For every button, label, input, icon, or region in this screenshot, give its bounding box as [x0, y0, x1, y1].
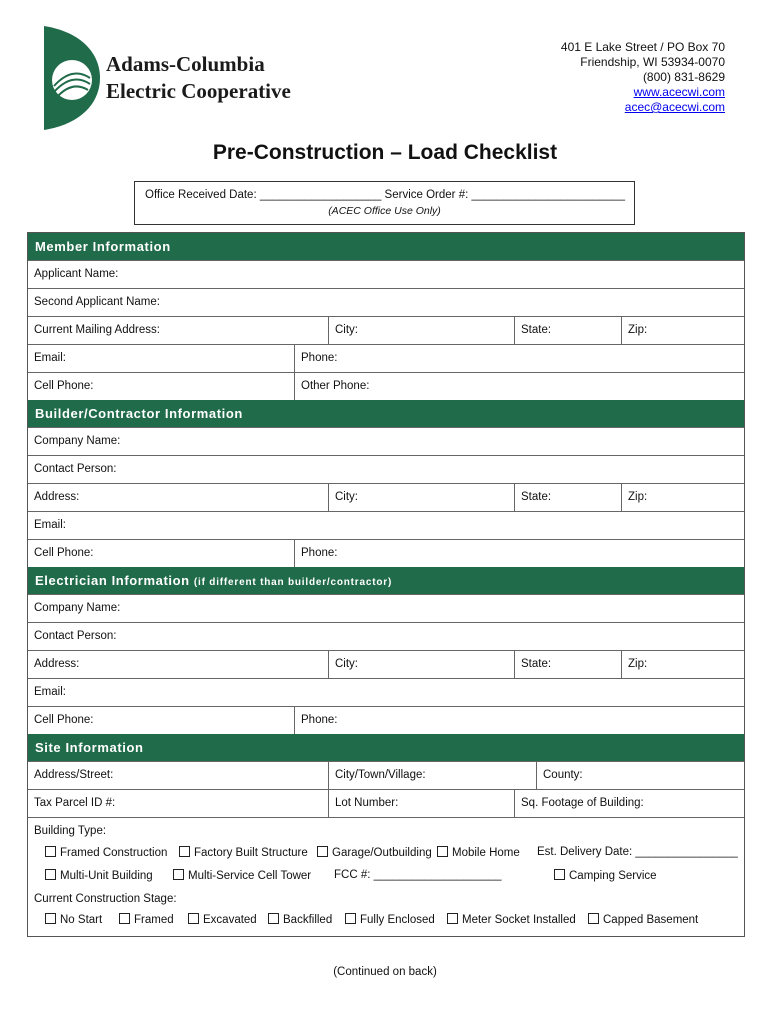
elec-address-field[interactable]: Address: — [34, 658, 80, 670]
building-type-label: Building Type: — [34, 825, 107, 837]
phone-number: (800) 831-8629 — [642, 70, 725, 84]
elec-company-field[interactable]: Company Name: — [34, 602, 121, 614]
multi-unit-label: Multi-Unit Building — [60, 870, 153, 882]
elec-email-field[interactable]: Email: — [34, 686, 66, 698]
electrician-header-label: Electrician Information — [35, 573, 190, 588]
backfilled-checkbox[interactable] — [268, 913, 279, 924]
email-link[interactable]: acec@acecwi.com — [624, 100, 725, 114]
address-line1: 401 E Lake Street / PO Box 70 — [560, 40, 725, 54]
camping-checkbox[interactable] — [554, 869, 565, 880]
builder-contact-field[interactable]: Contact Person: — [34, 463, 117, 475]
org-address — [561, 40, 725, 115]
second-applicant-row — [28, 288, 744, 316]
builder-phone-field[interactable]: Phone: — [294, 540, 744, 567]
lot-number-field[interactable]: Lot Number: — [328, 790, 514, 817]
applicant-row — [28, 260, 744, 288]
org-name-line2: Electric Cooperative — [106, 79, 291, 103]
member-cell-field[interactable]: Cell Phone: — [34, 380, 94, 392]
builder-cell-row — [28, 539, 744, 567]
framed-checkbox[interactable] — [119, 913, 130, 924]
builder-email-row — [28, 511, 744, 539]
member-cell-row — [28, 372, 744, 400]
garage-checkbox[interactable] — [317, 846, 328, 857]
no-start-checkbox[interactable] — [45, 913, 56, 924]
builder-email-field[interactable]: Email: — [34, 519, 66, 531]
framed-construction-checkbox[interactable] — [45, 846, 56, 857]
sqft-field[interactable]: Sq. Footage of Building: — [514, 790, 744, 817]
option-cell-tower[interactable] — [173, 869, 311, 882]
fully-enclosed-checkbox[interactable] — [345, 913, 356, 924]
member-email-row — [28, 344, 744, 372]
fully-enclosed-label: Fully Enclosed — [360, 914, 435, 926]
builder-contact-row — [28, 455, 744, 483]
capped-basement-label: Capped Basement — [603, 914, 699, 926]
no-start-label: No Start — [60, 914, 103, 926]
option-backfilled[interactable] — [268, 913, 332, 926]
tax-parcel-field[interactable]: Tax Parcel ID #: — [34, 797, 116, 809]
office-use-box — [134, 181, 635, 225]
cell-tower-label: Multi-Service Cell Tower — [188, 870, 312, 882]
continued-note: (Continued on back) — [333, 966, 437, 978]
option-meter-socket[interactable] — [447, 913, 576, 926]
site-address-row — [28, 761, 744, 789]
option-multi-unit[interactable] — [45, 869, 153, 882]
office-note: (ACEC Office Use Only) — [328, 205, 441, 217]
form-table — [27, 232, 745, 937]
applicant-name-field[interactable]: Applicant Name: — [34, 268, 119, 280]
framed-label: Framed — [134, 914, 174, 926]
elec-email-row — [28, 678, 744, 706]
elec-phone-field[interactable]: Phone: — [294, 707, 744, 734]
member-email-field[interactable]: Email: — [34, 352, 66, 364]
elec-company-row — [28, 594, 744, 622]
mailing-address-field[interactable]: Current Mailing Address: — [34, 324, 160, 336]
builder-company-row — [28, 427, 744, 455]
org-name-line1: Adams-Columbia — [106, 52, 265, 76]
camping-label: Camping Service — [569, 870, 657, 882]
member-other-phone-field[interactable]: Other Phone: — [294, 373, 744, 400]
building-type-block — [28, 817, 744, 937]
meter-socket-checkbox[interactable] — [447, 913, 458, 924]
builder-address-row — [28, 483, 744, 511]
factory-built-label: Factory Built Structure — [194, 847, 308, 859]
excavated-checkbox[interactable] — [188, 913, 199, 924]
elec-city-field[interactable]: City: — [328, 651, 514, 678]
framed-construction-label: Framed Construction — [60, 847, 168, 859]
builder-address-field[interactable]: Address: — [34, 491, 80, 503]
site-address-field[interactable]: Address/Street: — [34, 769, 114, 781]
page-title: Pre-Construction – Load Checklist — [212, 141, 558, 164]
builder-company-field[interactable]: Company Name: — [34, 435, 121, 447]
builder-city-field[interactable]: City: — [328, 484, 514, 511]
builder-cell-field[interactable]: Cell Phone: — [34, 547, 94, 559]
member-zip-field[interactable]: Zip: — [621, 317, 744, 344]
member-section-header — [28, 233, 744, 260]
elec-cell-row — [28, 706, 744, 734]
excavated-label: Excavated — [203, 914, 257, 926]
elec-contact-row — [28, 622, 744, 650]
option-framed[interactable] — [119, 913, 174, 926]
member-phone-field[interactable]: Phone: — [294, 345, 744, 372]
mobile-home-checkbox[interactable] — [437, 846, 448, 857]
fcc-field[interactable]: FCC #: ____________________ — [334, 869, 502, 881]
mobile-home-label: Mobile Home — [452, 847, 520, 859]
member-state-field[interactable]: State: — [514, 317, 621, 344]
electrician-header-note: (if different than builder/contractor) — [193, 577, 393, 588]
member-header-label: Member Information — [35, 239, 171, 254]
option-excavated[interactable] — [188, 913, 257, 926]
construction-stage-label: Current Construction Stage: — [34, 893, 177, 905]
builder-section-header — [28, 400, 744, 427]
option-framed-construction[interactable] — [45, 846, 167, 859]
builder-header-label: Builder/Contractor Information — [35, 406, 243, 421]
site-section-header — [28, 734, 744, 761]
meter-socket-label: Meter Socket Installed — [462, 914, 576, 926]
capped-basement-checkbox[interactable] — [588, 913, 599, 924]
cell-tower-checkbox[interactable] — [173, 869, 184, 880]
builder-zip-field[interactable]: Zip: — [621, 484, 744, 511]
option-capped-basement[interactable] — [588, 913, 698, 926]
builder-state-field[interactable]: State: — [514, 484, 621, 511]
elec-zip-field[interactable]: Zip: — [621, 651, 744, 678]
option-camping[interactable] — [554, 869, 657, 882]
garage-label: Garage/Outbuilding — [332, 847, 432, 859]
option-factory-built[interactable] — [179, 846, 308, 859]
multi-unit-checkbox[interactable] — [45, 869, 56, 880]
site-city-field[interactable]: City/Town/Village: — [328, 762, 536, 789]
second-applicant-field[interactable]: Second Applicant Name: — [34, 296, 160, 308]
option-no-start[interactable] — [45, 913, 102, 926]
factory-built-checkbox[interactable] — [179, 846, 190, 857]
site-parcel-row — [28, 789, 744, 817]
coop-logo — [44, 26, 100, 130]
site-county-field[interactable]: County: — [536, 762, 744, 789]
electrician-section-header — [28, 567, 744, 594]
website-link[interactable]: www.acecwi.com — [633, 85, 725, 99]
option-fully-enclosed[interactable] — [345, 913, 435, 926]
office-received-line[interactable]: Office Received Date: ___________________ Service Order #: ________________________ — [145, 189, 625, 201]
backfilled-label: Backfilled — [283, 914, 333, 926]
mailing-row — [28, 316, 744, 344]
option-garage[interactable] — [317, 846, 432, 859]
elec-contact-field[interactable]: Contact Person: — [34, 630, 117, 642]
site-header-label: Site Information — [35, 740, 144, 755]
address-line2: Friendship, WI 53934-0070 — [580, 55, 725, 69]
elec-state-field[interactable]: State: — [514, 651, 621, 678]
elec-cell-field[interactable]: Cell Phone: — [34, 714, 94, 726]
member-city-field[interactable]: City: — [328, 317, 514, 344]
est-delivery-field[interactable]: Est. Delivery Date: ________________ — [537, 846, 738, 858]
option-mobile-home[interactable] — [437, 846, 520, 859]
elec-address-row — [28, 650, 744, 678]
